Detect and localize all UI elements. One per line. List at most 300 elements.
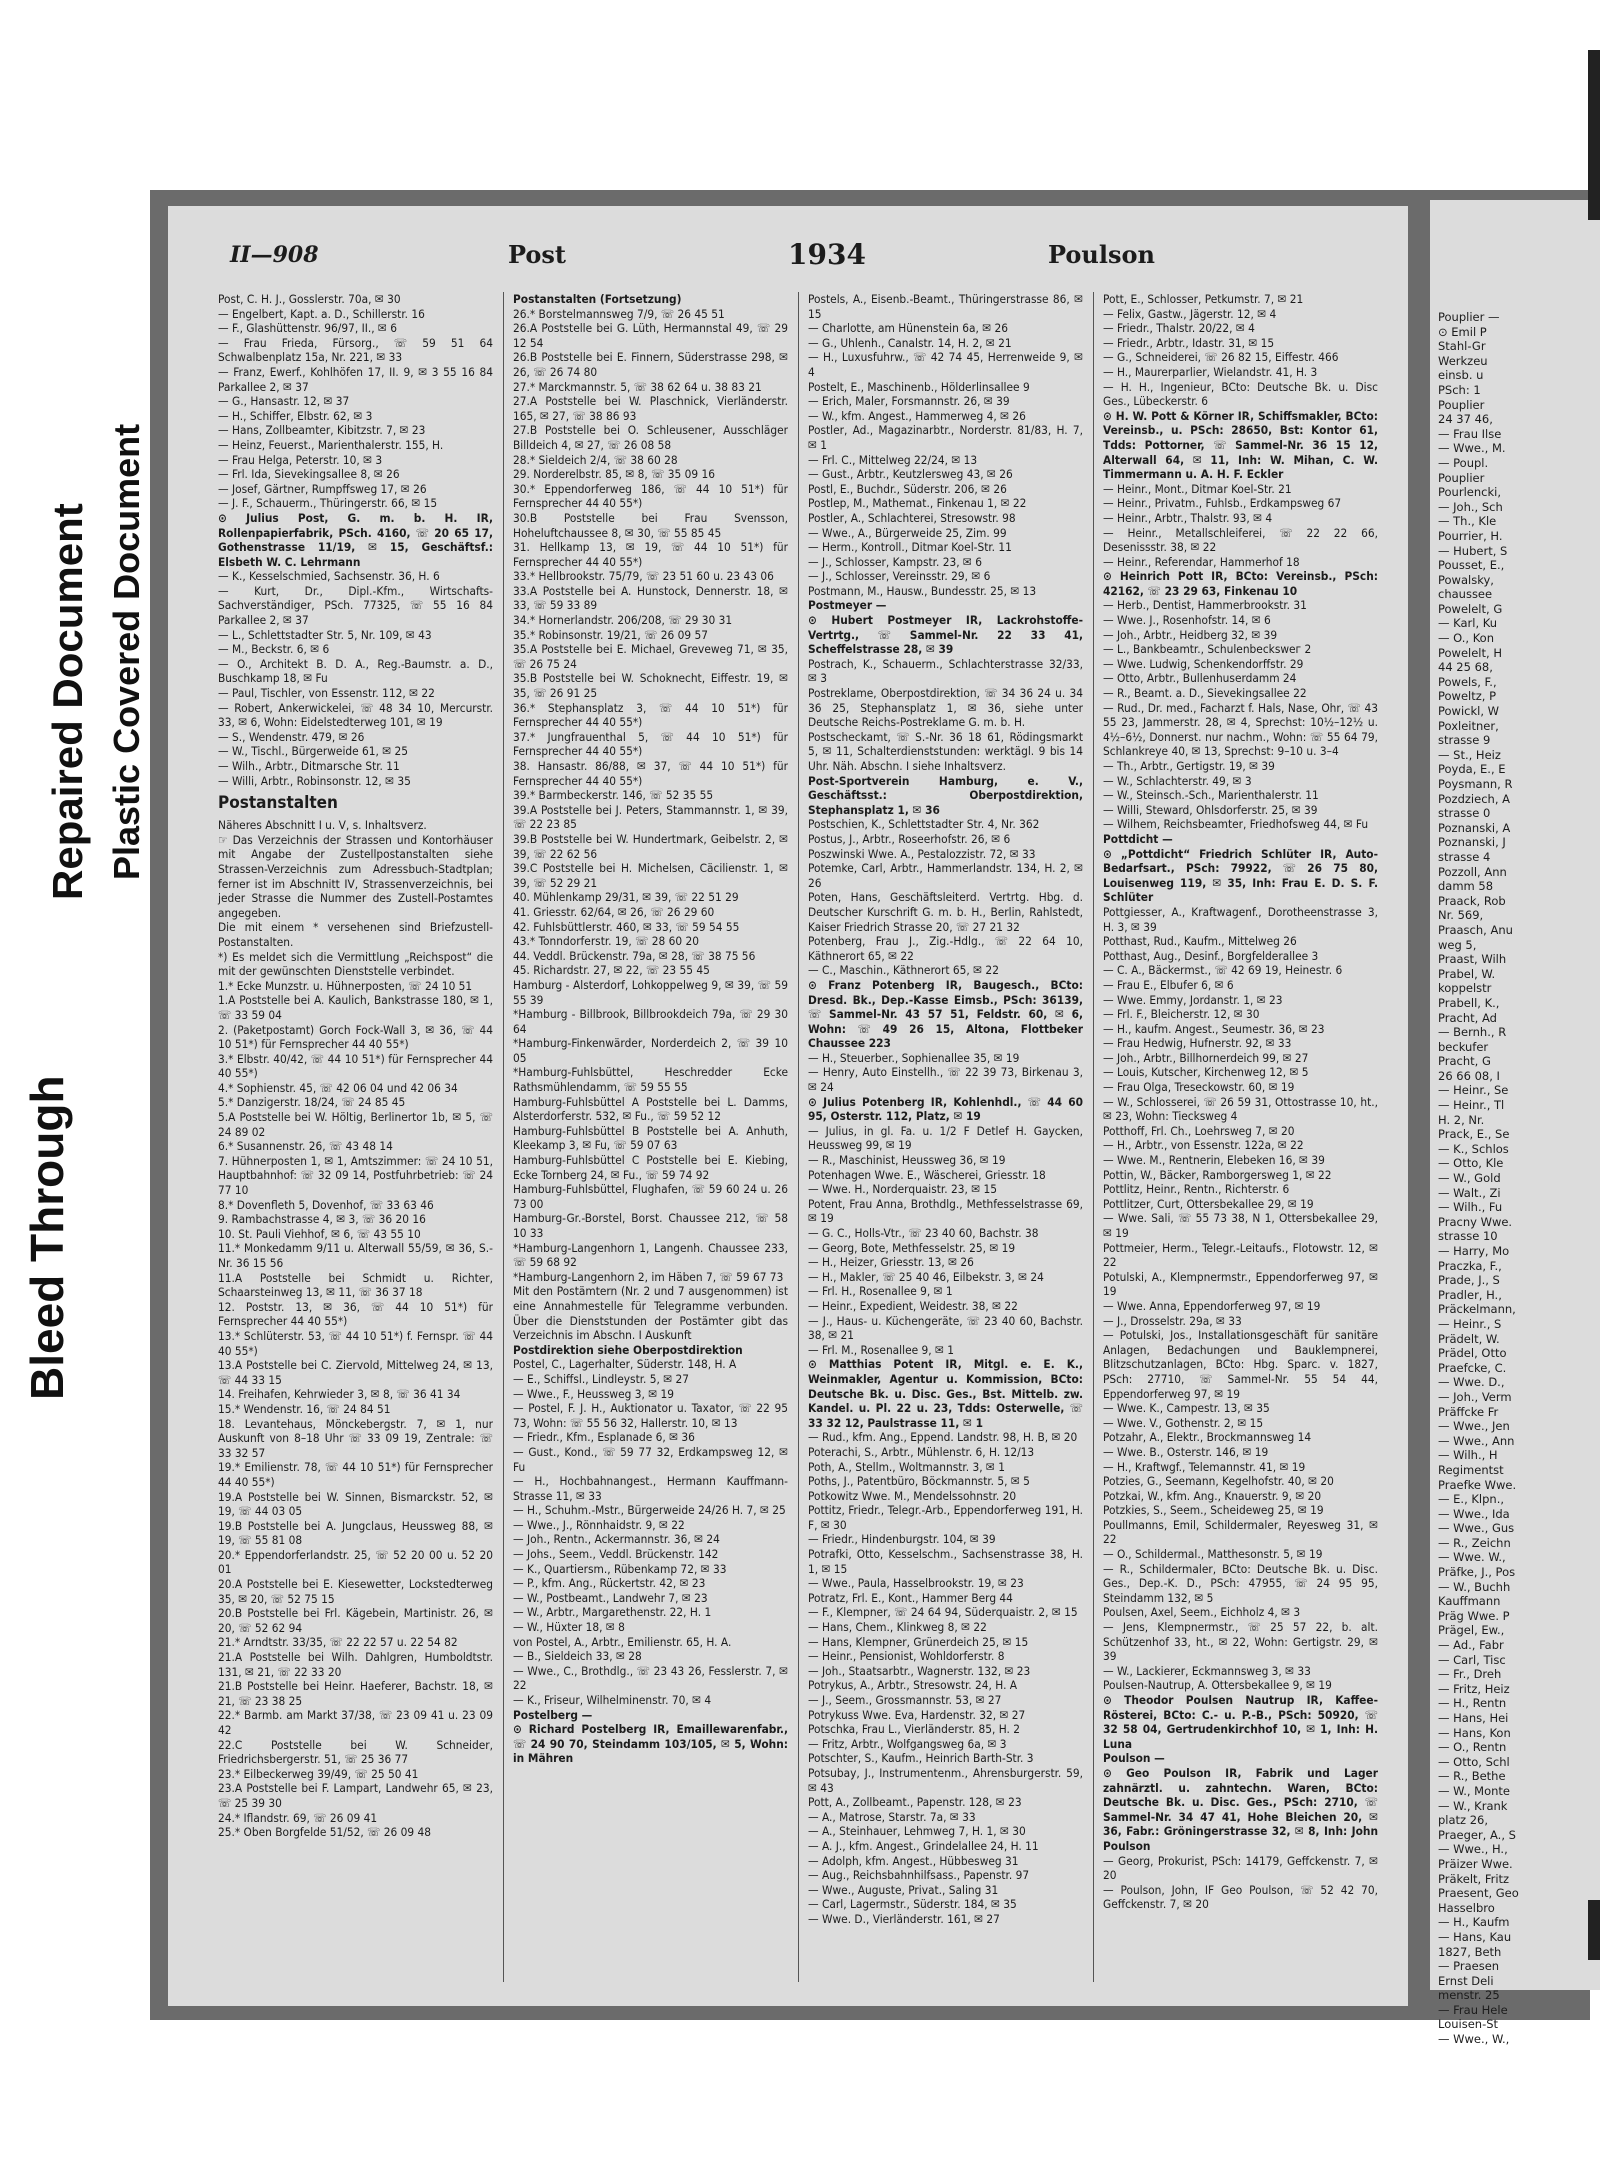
binding-tab [1588,50,1600,220]
directory-entry: 45. Richardstr. 27, ✉ 22, ☏ 23 55 45 [513,963,710,978]
page-header [168,236,1408,276]
directory-entry: Poszwinski Wwe. A., Pestalozzistr. 72, ✉ 33 [808,846,1036,861]
directory-entry: 20.* Eppendorferlandstr. 25, ☏ 52 20 00 u. 52 20 01 [218,1547,493,1577]
directory-entry: *Hamburg-Finkenwärder, Norderdeich 2, ☏ 39 10 05 [513,1036,788,1065]
next-page-line: — Frau Ilse [1438,426,1502,441]
directory-entry: Pottgiesser, A., Kraftwagenf., Dorotheenstrasse 3, H. 3, ✉ 39 [1103,904,1378,934]
directory-entry: 27.B Poststelle bei O. Schleusener, Ausschläger Billdeich 4, ✉ 27, ☏ 26 08 58 [513,423,788,452]
directory-entry: — Kurt, Dr., Dipl.-Kfm., Wirtschafts-Sachverständiger, PSch. 77325, ☏ 55 16 84 Parkallee 2, ✉ 37 [218,583,493,628]
directory-entry: Die mit einem * versehenen sind Briefzustell-Postanstalten. [218,920,493,949]
next-page-line: — Fr., Dreh [1438,1667,1502,1682]
directory-entry: — Hans, Klempner, Grünerdeich 25, ✉ 15 [808,1634,1029,1649]
next-page-line: beckufer [1438,1039,1489,1054]
directory-entry: — L., Schlettstadter Str. 5, Nr. 109, ✉ 43 [218,627,432,642]
next-page-line: Ernst Deli [1438,1973,1494,1988]
next-page-line: H. 2, Nr. [1438,1112,1485,1127]
next-page-line: Pradler, H., [1438,1287,1502,1302]
directory-entry: 27.* Marckmannstr. 5, ☏ 38 62 64 u. 38 83 21 [513,379,762,394]
next-page-line: Louisen-St [1438,2017,1499,2032]
next-page-line: — R., Zeichn [1438,1535,1511,1550]
directory-entry: — Heinr., Mont., Ditmar Koel-Str. 21 [1103,481,1292,496]
directory-entry: 34.* Hornerlandstr. 206/208, ☏ 29 30 31 [513,613,733,628]
plastic-covered-label: Plastic Covered Document [106,423,147,880]
directory-entry: — Wwe. H., Norderquaistr. 23, ✉ 15 [808,1182,997,1197]
directory-entry: — K., Friseur, Wilhelminenstr. 70, ✉ 4 [513,1693,712,1707]
directory-entry: 7. Hühnerposten 1, ✉ 1, Amtszimmer: ☏ 24 10 51, Hauptbahnhof: ☏ 32 09 14, Postfuhrbetrieb: ☏ 24 77 10 [218,1153,493,1198]
directory-entry: — M., Beckstr. 6, ✉ 6 [218,642,330,657]
directory-entry: ⊙ Julius Post, G. m. b. H. IR, Rollenpapierfabrik, PSch. 4160, ☏ 20 65 17, Gothenstrasse 11/19, ✉ 15, Geschäftsf.: Elsbeth W. C. Lehrmann [218,510,493,569]
directory-entry: Postdirektion siehe Oberpostdirektion [513,1342,743,1357]
next-page-line: — Joh., Verm [1438,1389,1512,1404]
column-divider [798,292,799,1982]
directory-entry: 4.* Sophienstr. 45, ☏ 42 06 04 und 42 06 34 [218,1080,458,1095]
directory-entry: Post-Sportverein Hamburg, e. V., Geschäftsst.: Oberpostdirektion, Stephansplatz 1, ✉ 36 [808,773,1083,817]
directory-entry: — Heinr., Referendar, Hammerhof 18 [1103,554,1300,569]
directory-entry: 22.* Barmb. am Markt 37/38, ☏ 23 09 41 u. 23 09 42 [218,1708,493,1737]
next-page-line: Poyda, E., E [1438,762,1506,777]
directory-entry: *Hamburg-Fuhlsbüttel, Heschredder Ecke Rathsmühlendamm, ☏ 59 55 55 [513,1065,788,1095]
directory-entry: 1.A Poststelle bei A. Kaulich, Bankstrasse 180, ✉ 1, ☏ 33 59 04 [218,993,493,1022]
column-divider [503,292,504,1982]
next-page-line: Pracny Wwe. [1438,1214,1513,1229]
next-page-line: — St., Heiz [1438,747,1501,762]
directory-entry: 5.A Poststelle bei W. Höltig, Berlinertor 1b, ✉ 5, ☏ 24 89 02 [218,1110,493,1139]
directory-entry: — Herm., Kontroll., Ditmar Koel-Str. 11 [808,540,1012,555]
next-page-line: Pousset, E., [1438,558,1505,573]
directory-entry: — Robert, Ankerwickelei, ☏ 48 34 10, Mercurstr. 33, ✉ 6, Wohn: Eidelstedterweg 101, ✉ 19 [218,700,493,730]
next-page-line: — Ad., Fabr [1438,1638,1504,1653]
column-3 [808,292,1083,1982]
directory-entry: 28.* Sieldeich 2/4, ☏ 38 60 28 [513,452,678,467]
directory-entry: — Carl, Lagermstr., Süderstr. 184, ✉ 35 [808,1897,1017,1912]
header-year: 1934 [788,238,866,271]
directory-entry: — Wwe., F., Heussweg 3, ✉ 19 [513,1386,675,1401]
next-page-line: einsb. u [1438,368,1484,383]
directory-entry: — Joh., Rentn., Ackermannstr. 36, ✉ 24 [513,1532,720,1547]
directory-entry: — Wilh., Arbtr., Ditmarsche Str. 11 [218,759,400,773]
directory-entry: 44. Veddl. Brückenstr. 79a, ✉ 28, ☏ 38 75 56 [513,948,756,963]
next-page-line: chaussee [1438,587,1493,602]
directory-entry: — Th., Arbtr., Gertigstr. 19, ✉ 39 [1103,759,1275,773]
next-page-line: Pourrier, H. [1438,528,1503,543]
directory-entry: — L., Bankbeamtr., Schulenbeckswег 2 [1103,642,1312,657]
next-page-line: Prack, E., Se [1438,1127,1510,1142]
directory-entry: Post, C. H. J., Gosslerstr. 70a, ✉ 30 [218,292,401,306]
directory-entry: Hamburg-Fuhlsbüttel A Poststelle bei L. Damms, Alsterdorferstr. 532, ✉ Fu., ☏ 59 52 12 [513,1094,788,1124]
directory-entry: 19.B Poststelle bei A. Jungclaus, Heussweg 88, ✉ 19, ☏ 55 81 08 [218,1518,493,1548]
directory-entry: — J., Seem., Grossmannstr. 53, ✉ 27 [808,1693,1002,1707]
directory-entry: — J., Schlosser, Vereinsstr. 29, ✉ 6 [808,569,991,584]
directory-entry: 6.* Susannenstr. 26, ☏ 43 48 14 [218,1139,393,1154]
directory-entry: Poulsen-Nautrup, A. Ottersbekallee 9, ✉ 19 [1103,1678,1332,1693]
directory-entry: Potthoff, Frl. Ch., Loehrsweg 7, ✉ 20 [1103,1123,1295,1138]
directory-entry: ⊙ Heinrich Pott IR, BCto: Vereinsb., PSch: 42162, ☏ 23 29 63, Finkenau 10 [1103,569,1378,598]
directory-entry: — Friedr., Thalstr. 20/22, ✉ 4 [1103,321,1255,336]
next-page-line: — Hans, Kon [1438,1725,1511,1740]
directory-entry: — Friedr., Kfm., Esplanade 6, ✉ 36 [513,1430,695,1445]
directory-entry: ⊙ Richard Postelberg IR, Emaillewarenfabr., ☏ 24 90 70, Steindamm 103/105, ✉ 5, Wohn: in Mähren [513,1722,788,1766]
next-page-line: Praack, Rob [1438,893,1506,908]
directory-entry: — Henry, Auto Einstellh., ☏ 22 39 73, Birkenau 3, ✉ 24 [808,1065,1083,1095]
binding-tab [1588,1900,1600,1960]
directory-entry: — Adolph, kfm. Angest., Hübbesweg 31 [808,1853,1019,1868]
directory-entry: 10. St. Pauli Viehhof, ✉ 6, ☏ 43 55 10 [218,1226,421,1241]
directory-entry: — Rud., kfm. Ang., Eppend. Landstr. 98, H. B, ✉ 20 [808,1430,1078,1445]
directory-entry: — Wwe. D., Vierländerstr. 161, ✉ 27 [808,1911,1000,1926]
directory-entry: Potkowitz Wwe. M., Mendelssohnstr. 20 [808,1488,1017,1503]
directory-entry: Potschter, S., Kaufm., Heinrich Barth-Str. 3 [808,1751,1034,1766]
next-page-line: Präckelmann, [1438,1302,1516,1317]
column-1 [218,292,493,1982]
directory-entry: Postl, E., Buchdr., Süderstr. 206, ✉ 26 [808,481,1007,496]
directory-entry: 21.B Poststelle bei Heinr. Haeferer, Bachstr. 18, ✉ 21, ☏ 23 38 25 [218,1679,493,1708]
directory-entry: Pottmeier, Herm., Telegr.-Leitaufs., Flotowstr. 12, ✉ 22 [1103,1240,1378,1270]
next-page-edge [1430,200,1600,2047]
next-page-line: Prädelt, W. [1438,1331,1500,1346]
next-page-line: strasse 4 [1438,849,1491,864]
directory-entry: Postelt, E., Maschinenb., Hölderlinsallee 9 [808,379,1030,394]
next-page-line: Praeger, A., S [1438,1827,1516,1842]
directory-entry: 26.* Borstelmannsweg 7/9, ☏ 26 45 51 [513,306,725,321]
next-page-line: — Karl, Ku [1438,616,1498,631]
next-page-line: — Wwe., Ida [1438,1506,1510,1521]
directory-entry: — Frau Frieda, Fürsorg., ☏ 59 51 64 Schwalbenplatz 15a, Nr. 221, ✉ 33 [218,335,493,365]
next-page-line: Praczka, F., [1438,1258,1502,1273]
directory-entry: — W., Tischl., Bürgerweide 61, ✉ 25 [218,744,409,759]
directory-entry: 41. Griesstr. 62/64, ✉ 26, ☏ 26 29 60 [513,904,715,919]
next-page-line: — Praesen [1438,1959,1500,1974]
directory-entry: — Rud., Dr. med., Facharzt f. Hals, Nase, Ohr, ☏ 43 55 23, Jammerstr. 28, ✉ 4, Sprechst: 10½–12½ u. 4½–6½, Donnerst. nur nachm., Wohn: ☏ 55 64 79, Schlankreye 40, ✉ 13, Sprechst: 9–10 u. 3–4 [1103,700,1378,759]
directory-entry: — J., Drosselstr. 29a, ✉ 33 [1103,1313,1242,1328]
directory-entry: 26.B Poststelle bei E. Finnern, Süderstrasse 298, ✉ 26, ☏ 26 74 80 [513,350,788,379]
directory-entry: 37.* Jungfrauenthal 5, ☏ 44 10 51*) für Fernsprecher 44 40 55*) [513,729,788,759]
directory-entry: 33.* Hellbrookstr. 75/79, ☏ 23 51 60 u. 23 43 06 [513,569,774,584]
next-page-line: Stahl-Gr [1438,339,1486,354]
next-page-line: Präfke, J., Pos [1438,1565,1516,1580]
directory-entry: 19.A Poststelle bei W. Sinnen, Bismarckstr. 52, ✉ 19, ☏ 44 03 05 [218,1489,493,1519]
next-page-line: — Wwe., Gus [1438,1521,1515,1536]
directory-entry: Potrykus, A., Arbtr., Stresowstr. 24, H. A [808,1678,1018,1693]
next-page-line: Poznanski, A [1438,820,1511,835]
next-page-line: Praasch, Anu [1438,922,1513,937]
directory-entry: — G., Hansastr. 12, ✉ 37 [218,394,350,409]
directory-entry: Postelberg — [513,1707,593,1722]
next-page-line: Powalsky, [1438,572,1494,587]
directory-entry: — Heinr., Privatm., Fuhlsb., Erdkampsweg 67 [1103,496,1342,511]
directory-entry: 36.* Stephansplatz 3, ☏ 44 10 51*) für Fernsprecher 44 40 55*) [513,700,788,730]
next-page-line: — Heinr., Tl [1438,1098,1505,1113]
next-page-line: Prädel, Otto [1438,1346,1507,1361]
directory-entry: Poth, A., Stellm., Woltmannstr. 3, ✉ 1 [808,1459,1005,1474]
directory-entry: — Felix, Gastw., Jägerstr. 12, ✉ 4 [1103,306,1277,321]
directory-entry: — H., Schiffer, Elbstr. 62, ✉ 3 [218,408,373,423]
directory-entry: — Wwe., C., Brothdlg., ☏ 23 43 26, Fesslerstr. 7, ✉ 22 [513,1663,788,1693]
directory-entry: — Gust., Arbtr., Keutzlersweg 43, ✉ 26 [808,467,1013,482]
directory-entry: Postanstalten (Fortsetzung) [513,292,682,306]
section-heading: Postanstalten [218,793,338,814]
directory-entry: — Frau Helga, Peterstr. 10, ✉ 3 [218,452,383,467]
directory-entry: Postschien, K., Schlettstadter Str. 4, Nr. 362 [808,817,1040,832]
directory-entry: — Hans, Zollbeamter, Kibitzstr. 7, ✉ 23 [218,423,426,438]
next-page-line: Regimentst [1438,1462,1504,1477]
directory-entry: Potent, Frau Anna, Brothdlg., Methfesselstrasse 69, ✉ 19 [808,1196,1083,1226]
directory-entry: 20.B Poststelle bei Frl. Kägebein, Martinistr. 26, ✉ 20, ☏ 52 62 94 [218,1606,493,1635]
next-page-line: damm 58 [1438,879,1494,894]
next-page-line: Hasselbro [1438,1900,1495,1915]
next-page-line: menstr. 25 [1438,1988,1500,2003]
directory-entry: — Postel, F. J. H., Auktionator u. Taxator, ☏ 22 95 73, Wohn: ☏ 55 56 32, Hallerstr. 10, ✉ 13 [513,1401,788,1430]
next-page-line: — Joh., Sch [1438,499,1503,514]
next-page-line: 24 37 46, [1438,412,1493,427]
directory-entry: Postmann, M., Hausw., Bundesstr. 25, ✉ 13 [808,583,1037,598]
directory-entry: ⊙ Geo Poulson IR, Fabrik und Lager zahnärztl. u. zahntechn. Waren, BCto: Deutsche Bk. u. Disc. Ges., PSch: 2710, ☏ Sammel-Nr. 34 47 41, Hohe Bleichen 20, ✉ 36, Fabr.: Gröningerstrasse 32, ✉ 8, Inh: John Poulson [1103,1765,1378,1853]
directory-entry: — H. H., Ingenieur, BCto: Deutsche Bk. u. Disc Ges., Lübeckerstr. 6 [1103,379,1378,409]
next-page-line: platz 26, [1438,1813,1489,1828]
next-page-line: — Bernh., R [1438,1025,1507,1040]
directory-entry: — Wwe. Ludwig, Schenkendorffstr. 29 [1103,656,1304,671]
next-page-line: — Wwe., Jen [1438,1419,1510,1434]
directory-entry: — Wwe. Emmy, Jordanstr. 1, ✉ 23 [1103,992,1283,1007]
directory-entry: — H., Schuhm.-Mstr., Bürgerweide 24/26 H. 7, ✉ 25 [513,1503,786,1518]
directory-entry: 39.A Poststelle bei J. Peters, Stammannstr. 1, ✉ 39, ☏ 22 23 85 [513,802,788,832]
next-page-line: Poysmann, R [1438,777,1513,791]
directory-entry: — Wwe., J., Rönnhaidstr. 9, ✉ 22 [513,1517,685,1532]
directory-entry: 22.C Poststelle bei W. Schneider, Friedrichsbergerstr. 51, ☏ 25 36 77 [218,1737,493,1767]
directory-entry: — W., Lackierer, Eckmannsweg 3, ✉ 33 [1103,1663,1311,1678]
directory-entry: Potulski, A., Klempnermstr., Eppendorferweg 97, ✉ 19 [1103,1269,1378,1299]
directory-entry: Postler, A., Schlachterei, Stresowstr. 98 [808,510,1016,525]
directory-entry: ⊙ H. W. Pott & Körner IR, Schiffsmakler, BCto: Vereinsb., u. PSch: 28650, Bst: Kontor 61, Tdds: Pottorner, ☏ Sammel-Nr. 36 15 12, Alterwall 64, ✉ 11, Inh: W. Mihan, C. W. Timmermann u. A. H. F. Eckler [1103,408,1378,482]
directory-entry: Postler, Ad., Magazinarbtr., Norderstr. 81/83, H. 7, ✉ 1 [808,423,1083,452]
directory-entry: 13.A Poststelle bei C. Ziervold, Mittelweg 24, ✉ 13, ☏ 44 33 15 [218,1358,493,1387]
next-page-line: — W., Monte [1438,1783,1511,1798]
directory-entry: — Engelbert, Kapt. a. D., Schillerstr. 16 [218,306,425,321]
directory-entry: Poulson — [1103,1751,1165,1766]
directory-entry: Potsubay, J., Instrumentenm., Ahrensburgerstr. 59, ✉ 43 [808,1765,1083,1795]
directory-entry: *Hamburg-Langenhorn 2, im Häben 7, ☏ 59 67 73 [513,1269,784,1284]
next-page-line: Pozdziech, A [1438,791,1510,806]
directory-entry: Potzahr, A., Elektr., Brockmannsweg 14 [1103,1430,1312,1445]
directory-entry: 24.* Iflandstr. 69, ☏ 26 09 41 [218,1810,378,1825]
directory-entry: — Willi, Arbtr., Robinsonstr. 12, ✉ 35 [218,773,411,788]
directory-entry: ⊙ „Pottdicht“ Friedrich Schlüter IR, Auto-Bedarfsart., PSch: 79922, ☏ 26 75 80, Louisenweg 119, ✉ 35, Inh: Frau E. D. S. F. Schlüter [1103,846,1378,905]
next-page-line: Pracht, Ad [1438,1010,1497,1025]
directory-entry: — G., Uhlenh., Canalstr. 14, H. 2, ✉ 21 [808,335,1012,350]
directory-entry: 11.* Monkedamm 9/11 u. Alterwall 55/59, ✉ 36, S.-Nr. 36 15 56 [218,1241,493,1270]
next-page-line: Praefke Wwe. [1438,1477,1517,1492]
next-page-line: — Walt., Zi [1438,1185,1501,1200]
next-page-line: — Th., Kle [1438,514,1497,529]
directory-entry: 19.* Emilienstr. 78, ☏ 44 10 51*) für Fernsprecher 44 40 55*) [218,1460,493,1489]
directory-entry: ☞ Das Verzeichnis der Strassen und Kontorhäuser mit Angabe der Zustellpostanstalten siehe Strassen-Verzeichnis zum Adressbuch-Stadtplan; ferner ist im Abschnitt IV, Strassenverzeichnis, bei jeder Strasse die Nummer des Zustell-Postamtes angegeben. [218,832,493,920]
directory-entry: Poulsen, Axel, Seem., Eichholz 4, ✉ 3 [1103,1605,1301,1620]
directory-page [168,206,1408,2006]
directory-entry: 40. Mühlenkamp 29/31, ✉ 39, ☏ 22 51 29 [513,890,739,905]
next-page-line: — Carl, Tisc [1438,1652,1506,1667]
next-page-line: Pouplier [1438,470,1485,485]
next-page-line: Nr. 569, [1438,908,1484,923]
directory-entry: Potrykuss Wwe. Eva, Hardenstr. 32, ✉ 27 [808,1707,1026,1722]
directory-entry: Potenberg, Frau J., Zig.-Hdlg., ☏ 22 64 10, Käthnerort 65, ✉ 22 [808,934,1083,963]
directory-entry: Pottin, W., Bäcker, Ramborgersweg 1, ✉ 22 [1103,1167,1332,1182]
directory-entry: Potemke, Carl, Arbtr., Hammerlandstr. 134, H. 2, ✉ 26 [808,861,1083,890]
directory-entry: — O., Architekt B. D. A., Reg.-Baumstr. a. D., Buschkamp 18, ✉ Fu [218,656,493,686]
directory-entry: Poullmanns, Emil, Schildermaler, Reyesweg 31, ✉ 22 [1103,1517,1378,1547]
directory-entry: — W., Steinsch.-Sch., Marienthalerstr. 11 [1103,788,1319,803]
directory-entry: Postus, J., Arbtr., Roseerhofstr. 26, ✉ 6 [808,831,1011,846]
next-page-line: — K., Schlos [1438,1141,1509,1156]
directory-entry: 30.B Poststelle bei Frau Svensson, Hoheluftchaussee 8, ✉ 30, ☏ 55 85 45 [513,510,788,540]
directory-entry: 35.* Robinsonstr. 19/21, ☏ 26 09 57 [513,627,708,642]
directory-entry: 31. Hellkamp 13, ✉ 19, ☏ 44 10 51*) für Fernsprecher 44 40 55*) [513,540,788,569]
directory-entry: — W., Schlachterstr. 49, ✉ 3 [1103,773,1252,788]
header-first-entry: Post [508,240,567,269]
next-page-line: — Otto, Kle [1438,1156,1504,1171]
directory-entry: Hamburg - Alsterdorf, Lohkoppelweg 9, ✉ 39, ☏ 59 55 39 [513,977,788,1007]
next-page-line: koppelstr [1438,981,1492,996]
directory-entry: 2. (Paketpostamt) Gorch Fock-Wall 3, ✉ 36, ☏ 44 10 51*) für Fernsprecher 44 40 55*) [218,1022,493,1052]
directory-entry: 15.* Wendenstr. 16, ☏ 24 84 51 [218,1401,391,1416]
directory-entry: — F., Glashüttenstr. 96/97, II., ✉ 6 [218,321,397,336]
directory-entry: — Friedr., Arbtr., Idastr. 31, ✉ 15 [1103,335,1275,350]
directory-entry: — Hans, Chem., Klinkweg 8, ✉ 22 [808,1620,987,1635]
next-page-line: Praast, Wilh [1438,952,1507,967]
directory-entry: — Otto, Arbtr., Bullenhuserdamm 24 [1103,671,1297,686]
directory-entry: Poterachi, S., Arbtr., Mühlenstr. 6, H. 12/13 [808,1444,1035,1459]
directory-entry: — B., Sieldeich 33, ✉ 28 [513,1649,642,1664]
directory-entry: — W., Hüxter 18, ✉ 8 [513,1620,625,1635]
next-page-line: PSch: 1 [1438,382,1481,397]
directory-entry: — Joh., Staatsarbtr., Wagnerstr. 132, ✉ 23 [808,1663,1031,1678]
next-page-line: Kauffmann [1438,1594,1501,1609]
next-page-line: Poweltz, P [1438,689,1497,704]
directory-entry: — Paul, Tischler, von Essenstr. 112, ✉ 22 [218,686,435,701]
directory-entry: — Gust., Kond., ☏ 59 77 32, Erdkampsweg 12, ✉ Fu [513,1444,788,1474]
next-page-line: Prabel, W. [1438,966,1496,981]
directory-entry: — J., Schlosser, Kampstr. 23, ✉ 6 [808,554,982,569]
directory-entry: Postmeyer — [808,598,887,613]
directory-entry: — Jens, Klempnermstr., ☏ 25 57 22, b. alt. Schützenhof 33, ht., ✉ 22, Wohn: Gertigstr. 29, ✉ 39 [1103,1620,1378,1664]
directory-entry: 21.A Poststelle bei Wilh. Dahlgren, Humboldtstr. 131, ✉ 21, ☏ 22 33 20 [218,1650,493,1679]
next-page-line: — H., Rentn [1438,1696,1507,1711]
next-page-line: Praefcke, C. [1438,1360,1507,1375]
directory-entry: — J., Haus- u. Küchengeräte, ☏ 23 40 60, Bachstr. 38, ✉ 21 [808,1313,1083,1343]
next-page-text [1430,200,1600,2047]
directory-entry: Potzkies, S., Seem., Scheideweg 25, ✉ 19 [1103,1503,1324,1518]
directory-entry: Pottdicht — [1103,831,1173,846]
directory-entry: ⊙ Julius Potenberg IR, Kohlenhdl., ☏ 44 60 95, Osterstr. 112, Platz, ✉ 19 [808,1094,1083,1124]
next-page-line: Pourlencki, [1438,485,1501,500]
directory-entry: — Wwe. K., Campestr. 13, ✉ 35 [1103,1401,1270,1416]
directory-entry: — C. A., Bäckermst., ☏ 42 69 19, Heinestr. 6 [1103,963,1343,978]
directory-entry: — Wilhem, Reichsbeamter, Friedhofsweg 44, ✉ Fu [1103,817,1369,832]
directory-entry: — Fritz, Arbtr., Wolfgangsweg 6a, ✉ 3 [808,1736,1007,1751]
directory-entry: — Erich, Maler, Forsmannstr. 26, ✉ 39 [808,394,1010,409]
next-page-line: — O., Rentn [1438,1740,1507,1755]
directory-entry: — Frau Hedwig, Hufnerstr. 92, ✉ 33 [1103,1036,1292,1051]
next-page-line: 44 25 68, [1438,660,1493,675]
directory-entry: — A., Matrose, Starstr. 7a, ✉ 33 [808,1809,976,1824]
directory-entry: Postrach, K., Schauerm., Schlachterstrasse 32/33, ✉ 3 [808,656,1083,686]
next-page-line: strasse 10 [1438,1229,1498,1244]
next-page-line: strasse 9 [1438,733,1491,748]
directory-entry: — W., Arbtr., Margarethenstr. 22, H. 1 [513,1605,712,1620]
directory-entry: 11.A Poststelle bei Schmidt u. Richter, Schaarsteinweg 13, ✉ 11, ☏ 36 37 18 [218,1270,493,1300]
side-labels [0,380,150,1410]
directory-entry: — Joh., Arbtr., Billhornerdeich 99, ✉ 27 [1103,1050,1309,1065]
directory-entry: Hamburg-Fuhlsbüttel B Poststelle bei A. Anhuth, Kleekamp 3, ✉ Fu, ☏ 59 07 63 [513,1123,788,1153]
directory-entry: — Frl. C., Mittelweg 22/24, ✉ 13 [808,452,978,467]
directory-entry: Potthast, Rud., Kaufm., Mittelweg 26 [1103,934,1297,949]
directory-entry: 39.B Poststelle bei W. Hundertmark, Geibelstr. 2, ✉ 39, ☏ 22 62 56 [513,831,788,861]
directory-entry: Potrafki, Otto, Kesselschm., Sachsenstrasse 38, H. 1, ✉ 15 [808,1547,1083,1576]
directory-entry: 1.* Ecke Munzstr. u. Hühnerposten, ☏ 24 10 51 [218,978,473,993]
directory-entry: Hamburg-Fuhlsbüttel, Flughafen, ☏ 59 60 24 u. 26 73 00 [513,1182,788,1211]
directory-entry: — G. C., Holls-Vtr., ☏ 23 40 60, Bachstr. 38 [808,1226,1039,1240]
directory-entry: — Wwe. B., Osterstr. 146, ✉ 19 [1103,1444,1269,1459]
next-page-line: weg 5, [1438,937,1477,952]
directory-entry: 35.B Poststelle bei W. Schoknecht, Eiffestr. 19, ✉ 35, ☏ 26 91 25 [513,671,788,701]
directory-entry: — Wwe., A., Bürgerweide 25, Zim. 99 [808,525,1007,540]
next-page-line: — Heinr., Se [1438,1083,1509,1098]
directory-entry: ⊙ Matthias Potent IR, Mitgl. e. E. K., Weinmakler, Agentur u. Kommission, BCto: Deutsche Bk. u. Disc. Ges., Bst. Mittelb. zw. Kandel. u. Pl. 22 u. 23, Tdds: Osterwelle, ☏ 33 32 12, Paulstrasse 11, ✉ 1 [808,1357,1083,1430]
directory-entry: — Charlotte, am Hünenstein 6a, ✉ 26 [808,321,1008,336]
directory-entry: — Poulson, John, IF Geo Poulson, ☏ 52 42 70, Geffckenstr. 7, ✉ 20 [1103,1882,1378,1912]
directory-entry: 3.* Elbstr. 40/42, ☏ 44 10 51*) für Fernsprecher 44 40 55*) [218,1051,493,1081]
directory-entry: — Wwe. Sali, ☏ 55 73 38, N 1, Ottersbekallee 29, ✉ 19 [1103,1211,1378,1240]
directory-entry: ⊙ Theodor Poulsen Nautrup IR, Kaffee-Rösterei, BCto: C.- u. P.-B., PSch: 50920, ☏ 32 58 04, Gertrudenkirchhof 10, ✉ 1, Inh: H. Luna [1103,1693,1378,1751]
next-page-line: Prabell, K., [1438,995,1500,1010]
next-page-line: 26 66 08, I [1438,1068,1500,1083]
directory-entry: — R., Maschinist, Heussweg 36, ✉ 19 [808,1153,1006,1168]
directory-entry: — W., kfm. Angest., Hammerweg 4, ✉ 26 [808,408,1026,423]
directory-entry: — Frl. H., Rosenallee 9, ✉ 1 [808,1284,953,1299]
directory-entry: Postreklame, Oberpostdirektion, ☏ 34 36 24 u. 34 36 25, Stephansplatz 1, ✉ 36, siehe unter Deutsche Reichs-Postreklame G. m. b. H. [808,686,1083,730]
directory-entry: — P., kfm. Ang., Rückertstr. 42, ✉ 23 [513,1576,706,1591]
directory-entry: — Willi, Steward, Ohlsdorferstr. 25, ✉ 39 [1103,802,1318,817]
next-page-line: Pouplier [1438,397,1485,412]
directory-entry: — Heinr., Metallschleiferei, ☏ 22 22 66, Desenissstr. 38, ✉ 22 [1103,525,1378,555]
directory-entry: Pottitz, Friedr., Telegr.-Arb., Eppendorferweg 191, H. F, ✉ 30 [808,1503,1083,1532]
directory-entry: — H., Makler, ☏ 25 40 46, Eilbekstr. 3, ✉ 24 [808,1269,1044,1284]
directory-entry: 13.* Schlüterstr. 53, ☏ 44 10 51*) f. Fernspr. ☏ 44 40 55*) [218,1328,493,1358]
next-page-line: Präizer Wwe. [1438,1856,1513,1871]
next-page-line: ⊙ Emil P [1438,324,1487,339]
next-page-line: — E., Klpn., [1438,1492,1505,1507]
next-page-line: — Hubert, S [1438,543,1508,558]
next-page-line: — Hans, Hei [1438,1711,1509,1725]
directory-entry: — Julius, in gl. Fa. u. 1/2 F Detlef H. Gaycken, Heussweg 99, ✉ 19 [808,1123,1083,1153]
directory-entry: Potenhagen Wwe. E., Wäscherei, Griesstr. 18 [808,1167,1046,1182]
directory-entry: *Hamburg-Langenhorn 1, Langenh. Chaussee 233, ☏ 59 68 92 [513,1240,788,1270]
directory-entry: — Heinr., Pensionist, Wohldorferstr. 8 [808,1649,1005,1664]
directory-entry: — Wwe., Paula, Hasselbrookstr. 19, ✉ 23 [808,1576,1024,1591]
directory-entry: — Georg, Bote, Methfesselstr. 25, ✉ 19 [808,1240,1016,1255]
directory-entry: 8.* Dovenfleth 5, Dovenhof, ☏ 33 63 46 [218,1197,434,1212]
directory-entry: Postlep, M., Mathemat., Finkenau 1, ✉ 22 [808,496,1027,511]
directory-entry: — Wwe. Anna, Eppendorferweg 97, ✉ 19 [1103,1298,1321,1313]
directory-entry: — Aug., Reichsbahnhilfsass., Papenstr. 97 [808,1868,1030,1883]
next-page-line: — Fritz, Heiz [1438,1681,1510,1696]
directory-entry: — F., Klempner, ☏ 24 64 94, Süderquaistr. 2, ✉ 15 [808,1605,1078,1620]
next-page-line: — Wilh., H [1438,1448,1498,1463]
directory-entry: Näheres Abschnitt I u. V, s. Inhaltsverz. [218,818,427,833]
directory-entry: Poten, Hans, Geschäftsleiterd. Vertrtg. Hbg. d. Deutscher Kurschrift G. m. b. H., Berlin, Rahlstedt, Kaiser Friedrich Strasse 20, ☏ 27 21 32 [808,890,1083,934]
next-page-line: — Wilh., Fu [1438,1200,1503,1215]
next-page-line: Powickl, W [1438,704,1500,719]
next-page-line: — W., Gold [1438,1171,1501,1186]
directory-entry: — J. F., Schauerm., Thüringerstr. 66, ✉ 15 [218,496,438,511]
